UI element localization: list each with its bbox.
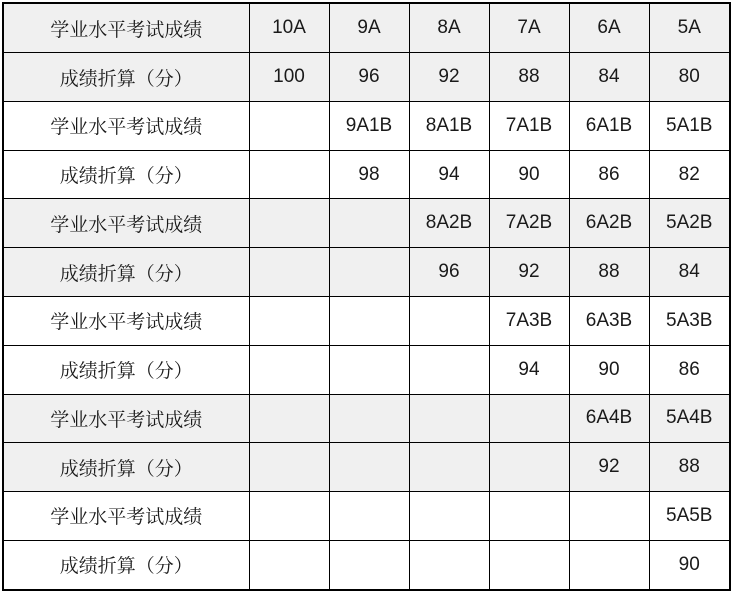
score-cell <box>329 540 409 590</box>
score-cell <box>249 443 329 492</box>
grade-cell: 8A <box>409 3 489 53</box>
grade-cell: 5A2B <box>649 199 730 248</box>
score-cell <box>249 345 329 394</box>
table-row <box>3 443 730 492</box>
score-cell: 90 <box>489 150 569 199</box>
grade-cell: 5A <box>649 3 730 53</box>
score-cell: 92 <box>489 248 569 297</box>
grade-cell: 6A2B <box>569 199 649 248</box>
table-row <box>3 540 730 590</box>
grade-cell: 8A1B <box>409 101 489 150</box>
score-cell: 88 <box>489 53 569 102</box>
grade-cell: 7A2B <box>489 199 569 248</box>
score-cell <box>569 540 649 590</box>
score-cell <box>409 540 489 590</box>
score-cell: 92 <box>569 443 649 492</box>
score-cell: 92 <box>409 53 489 102</box>
table-row <box>3 199 730 248</box>
row-label: 学业水平考试成绩 <box>3 3 249 53</box>
grade-cell <box>249 492 329 541</box>
score-cell <box>329 443 409 492</box>
score-cell: 84 <box>649 248 730 297</box>
grade-cell <box>489 394 569 443</box>
score-cell: 88 <box>569 248 649 297</box>
grade-cell <box>409 296 489 345</box>
score-cell <box>249 248 329 297</box>
grade-cell: 8A2B <box>409 199 489 248</box>
row-label: 成绩折算（分） <box>3 150 249 199</box>
table-row <box>3 3 730 53</box>
grade-cell: 7A1B <box>489 101 569 150</box>
grade-cell: 5A1B <box>649 101 730 150</box>
grade-cell: 5A3B <box>649 296 730 345</box>
table-row <box>3 150 730 199</box>
grade-cell: 6A3B <box>569 296 649 345</box>
score-cell: 90 <box>649 540 730 590</box>
grade-cell <box>249 296 329 345</box>
table-row <box>3 492 730 541</box>
grade-cell: 5A5B <box>649 492 730 541</box>
score-cell: 98 <box>329 150 409 199</box>
table-row <box>3 101 730 150</box>
grade-cell <box>249 394 329 443</box>
grade-cell <box>249 101 329 150</box>
score-cell: 86 <box>649 345 730 394</box>
grade-cell: 5A4B <box>649 394 730 443</box>
table-row <box>3 345 730 394</box>
score-cell: 90 <box>569 345 649 394</box>
grade-cell <box>249 199 329 248</box>
score-cell: 82 <box>649 150 730 199</box>
score-cell <box>249 150 329 199</box>
grade-cell <box>409 492 489 541</box>
row-label: 学业水平考试成绩 <box>3 199 249 248</box>
score-cell: 100 <box>249 53 329 102</box>
row-label: 学业水平考试成绩 <box>3 296 249 345</box>
row-label: 学业水平考试成绩 <box>3 394 249 443</box>
grade-cell: 10A <box>249 3 329 53</box>
table-row <box>3 296 730 345</box>
score-cell <box>489 443 569 492</box>
table-row <box>3 248 730 297</box>
row-label: 成绩折算（分） <box>3 345 249 394</box>
grade-cell: 7A <box>489 3 569 53</box>
grade-cell: 6A4B <box>569 394 649 443</box>
score-conversion-table <box>2 2 731 591</box>
score-cell <box>249 540 329 590</box>
grade-cell <box>329 296 409 345</box>
table-row <box>3 394 730 443</box>
score-cell: 94 <box>409 150 489 199</box>
grade-cell: 6A1B <box>569 101 649 150</box>
grade-cell: 9A1B <box>329 101 409 150</box>
score-cell: 86 <box>569 150 649 199</box>
grade-cell <box>329 199 409 248</box>
score-cell <box>409 443 489 492</box>
grade-cell <box>409 394 489 443</box>
score-cell: 88 <box>649 443 730 492</box>
score-cell <box>409 345 489 394</box>
row-label: 成绩折算（分） <box>3 248 249 297</box>
score-cell: 80 <box>649 53 730 102</box>
grade-cell: 9A <box>329 3 409 53</box>
row-label: 学业水平考试成绩 <box>3 101 249 150</box>
grade-cell <box>329 394 409 443</box>
row-label: 成绩折算（分） <box>3 53 249 102</box>
row-label: 成绩折算（分） <box>3 540 249 590</box>
grade-cell: 6A <box>569 3 649 53</box>
row-label: 学业水平考试成绩 <box>3 492 249 541</box>
grade-cell: 7A3B <box>489 296 569 345</box>
score-cell: 94 <box>489 345 569 394</box>
row-label: 成绩折算（分） <box>3 443 249 492</box>
score-cell: 96 <box>329 53 409 102</box>
score-cell: 84 <box>569 53 649 102</box>
table-row <box>3 53 730 102</box>
grade-cell <box>329 492 409 541</box>
score-cell: 96 <box>409 248 489 297</box>
grade-cell <box>569 492 649 541</box>
grade-cell <box>489 492 569 541</box>
score-cell <box>329 345 409 394</box>
score-cell <box>489 540 569 590</box>
score-cell <box>329 248 409 297</box>
